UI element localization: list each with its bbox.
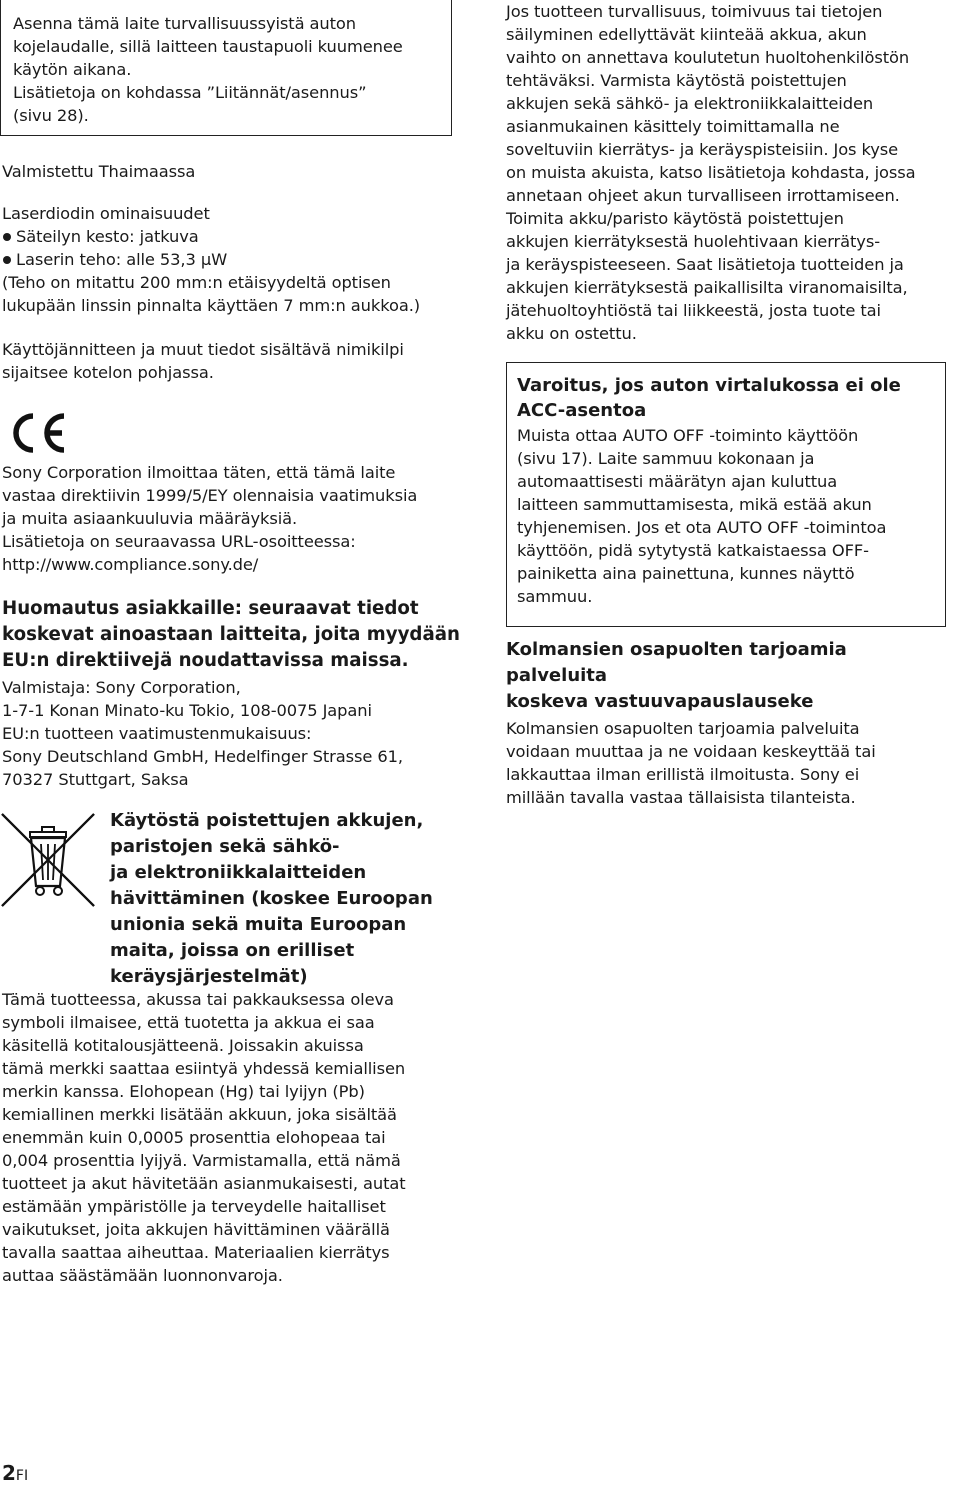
acc-warning-box bbox=[506, 362, 946, 627]
warning-body-line: painiketta aina painettuna, kunnes näyttö bbox=[517, 564, 855, 583]
battery-replacement-info bbox=[506, 0, 916, 345]
laser-specs bbox=[2, 202, 420, 317]
intro-line: akkujen kierrätyksestä paikallisilta viranomaisilta, bbox=[506, 278, 908, 297]
weee-body-line: Tämä tuotteessa, akussa tai pakkauksessa oleva bbox=[2, 990, 394, 1009]
laser-note-line: lukupään linssin pinnalta käyttäen 7 mm:n aukkoa.) bbox=[2, 296, 421, 315]
declaration-line: ja muita asiaankuuluvia määräyksiä. bbox=[2, 509, 298, 528]
intro-line: tehtäväksi. Varmista käytöstä poistettujen bbox=[506, 71, 847, 90]
intro-line: Toimita akku/paristo käytöstä poistettujen bbox=[506, 209, 844, 228]
page-number-digit: 2 bbox=[2, 1461, 16, 1485]
weee-body-line: auttaa säästämään luonnonvaroja. bbox=[2, 1266, 283, 1285]
weee-heading-line: ja elektroniikkalaitteiden bbox=[110, 862, 367, 883]
disclaimer-body-line: lakkauttaa ilman erillistä ilmoitusta. Sony ei bbox=[506, 765, 860, 784]
weee-body-line: tavalla saattaa aiheuttaa. Materiaalien kierrätys bbox=[2, 1243, 390, 1262]
warning-body-line: tyhjenemisen. Jos et ota AUTO OFF -toimintoa bbox=[517, 518, 887, 537]
declaration-line: Lisätietoja on seuraavassa URL-osoitteessa: bbox=[2, 532, 356, 551]
weee-body-line: estämään ympäristölle ja terveydelle haitalliset bbox=[2, 1197, 386, 1216]
sony-declaration bbox=[2, 461, 417, 576]
intro-line: Jos tuotteen turvallisuus, toimivuus tai tietojen bbox=[506, 2, 883, 21]
warning-body-line: automaattisesti määrätyn ajan kuluttua bbox=[517, 472, 838, 491]
intro-line: jätehuoltoyhtiöstä tai liikkeestä, josta tuote tai bbox=[506, 301, 881, 320]
disclaimer-body-line: millään tavalla vastaa tällaisista tilanteista. bbox=[506, 788, 856, 807]
intro-line: akku on ostettu. bbox=[506, 324, 637, 343]
laser-note-line: (Teho on mitattu 200 mm:n etäisyydeltä optisen bbox=[2, 273, 391, 292]
notice-body-line: Sony Deutschland GmbH, Hedelfinger Strasse 61, bbox=[2, 747, 403, 766]
page-language-suffix: FI bbox=[15, 1468, 29, 1484]
installation-note-line: kojelaudalle, sillä laitteen taustapuoli kuumenee bbox=[13, 37, 403, 56]
weee-heading-line: Käytöstä poistettujen akkujen, bbox=[110, 810, 424, 831]
bullet-icon bbox=[3, 256, 11, 264]
intro-line: asianmukainen käsittely toimittamalla ne bbox=[506, 117, 840, 136]
laser-heading: Laserdiodin ominaisuudet bbox=[2, 204, 210, 223]
voltage-info bbox=[2, 338, 404, 384]
laser-bullet bbox=[2, 225, 420, 248]
weee-body-line: kemiallinen merkki lisätään akkuun, joka sisältää bbox=[2, 1105, 397, 1124]
intro-line: on muista akuista, katso lisätietoja kohdasta, jossa bbox=[506, 163, 916, 182]
declaration-line: Sony Corporation ilmoittaa täten, että tämä laite bbox=[2, 463, 396, 482]
ce-mark-icon bbox=[6, 412, 70, 454]
laser-bullet-text: Laserin teho: alle 53,3 µW bbox=[16, 250, 228, 269]
voltage-line: sijaitsee kotelon pohjassa. bbox=[2, 363, 214, 382]
intro-line: ja keräyspisteeseen. Saat lisätietoja tuotteiden ja bbox=[506, 255, 904, 274]
notice-heading-line: Huomautus asiakkaille: seuraavat tiedot bbox=[2, 598, 419, 619]
installation-note-box bbox=[0, 0, 452, 136]
laser-bullet-text: Säteilyn kesto: jatkuva bbox=[16, 227, 199, 246]
made-in-text: Valmistettu Thaimaassa bbox=[2, 162, 196, 181]
weee-heading-line: maita, joissa on erilliset bbox=[110, 940, 355, 961]
page-number bbox=[2, 1462, 28, 1487]
warning-body-line: (sivu 17). Laite sammuu kokonaan ja bbox=[517, 449, 815, 468]
declaration-line: vastaa direktiivin 1999/5/EY olennaisia vaatimuksia bbox=[2, 486, 418, 505]
weee-body-line: tämä merkki saattaa esiintyä yhdessä kemiallisen bbox=[2, 1059, 406, 1078]
intro-line: annetaan ohjeet akun turvalliseen irrottamiseen. bbox=[506, 186, 900, 205]
weee-body-line: tuotteet ja akut hävitetään asianmukaisesti, autat bbox=[2, 1174, 406, 1193]
intro-line: akkujen sekä sähkö- ja elektroniikkalaitteiden bbox=[506, 94, 874, 113]
notice-body-line: EU:n tuotteen vaatimustenmukaisuus: bbox=[2, 724, 312, 743]
eu-customer-notice bbox=[2, 596, 462, 791]
compliance-url: http://www.compliance.sony.de/ bbox=[2, 555, 259, 574]
notice-body-line: 70327 Stuttgart, Saksa bbox=[2, 770, 189, 789]
intro-line: vaihto on annettava koulutetun huoltohenkilöstön bbox=[506, 48, 910, 67]
weee-heading-line: keräysjärjestelmät) bbox=[110, 966, 308, 987]
disclaimer-body-line: voidaan muuttaa ja ne voidaan keskeyttää tai bbox=[506, 742, 876, 761]
weee-body-line: käsitellä kotitalousjätteenä. Joissakin akuissa bbox=[2, 1036, 364, 1055]
disclaimer-body-line: Kolmansien osapuolten tarjoamia palveluita bbox=[506, 719, 860, 738]
warning-body-line: sammuu. bbox=[517, 587, 593, 606]
weee-body-line: 0,004 prosenttia lyijyä. Varmistamalla, että nämä bbox=[2, 1151, 401, 1170]
intro-line: akkujen kierrätyksestä huolehtivaan kierrätys- bbox=[506, 232, 880, 251]
installation-note-line: Lisätietoja on kohdassa ”Liitännät/asennus” bbox=[13, 83, 367, 102]
disclaimer-heading-line: koskeva vastuuvapauslauseke bbox=[506, 691, 814, 712]
weee-body-line: enemmän kuin 0,0005 prosenttia elohopeaa tai bbox=[2, 1128, 386, 1147]
installation-note-line: käytön aikana. bbox=[13, 60, 132, 79]
weee-body-line: vaikutukset, joita akkujen hävittäminen väärällä bbox=[2, 1220, 390, 1239]
warning-body-line: käyttöön, pidä sytytystä katkaistaessa OFF- bbox=[517, 541, 869, 560]
weee-body-line: merkin kanssa. Elohopean (Hg) tai lyijyn (Pb) bbox=[2, 1082, 365, 1101]
voltage-line: Käyttöjännitteen ja muut tiedot sisältävä nimikilpi bbox=[2, 340, 404, 359]
installation-note-line: Asenna tämä laite turvallisuussyistä auton bbox=[13, 14, 357, 33]
weee-body bbox=[2, 988, 462, 1287]
warning-body-line: Muista ottaa AUTO OFF -toiminto käyttöön bbox=[517, 426, 859, 445]
notice-body-line: 1-7-1 Konan Minato-ku Tokio, 108-0075 Japani bbox=[2, 701, 372, 720]
weee-body-line: symboli ilmaisee, että tuotetta ja akkua ei saa bbox=[2, 1013, 375, 1032]
third-party-disclaimer bbox=[506, 637, 946, 809]
crossed-out-wheelie-bin-icon bbox=[0, 812, 96, 908]
intro-line: säilyminen edellyttävät kiinteää akkua, akun bbox=[506, 25, 867, 44]
warning-heading-line: Varoitus, jos auton virtalukossa ei ole bbox=[517, 375, 901, 396]
notice-heading-line: EU:n direktiivejä noudattavissa maissa. bbox=[2, 650, 409, 671]
weee-heading-line: unionia sekä muita Euroopan bbox=[110, 914, 407, 935]
bullet-icon bbox=[3, 233, 11, 241]
laser-bullet bbox=[2, 248, 420, 271]
warning-body-line: laitteen sammuttamisesta, mikä estää akun bbox=[517, 495, 872, 514]
warning-heading-line: ACC-asentoa bbox=[517, 400, 647, 421]
disclaimer-heading-line: Kolmansien osapuolten tarjoamia palveluita bbox=[506, 639, 847, 686]
notice-heading-line: koskevat ainoastaan laitteita, joita myydään bbox=[2, 624, 460, 645]
weee-heading-line: paristojen sekä sähkö- bbox=[110, 836, 340, 857]
weee-heading-line: hävittäminen (koskee Euroopan bbox=[110, 888, 433, 909]
notice-body-line: Valmistaja: Sony Corporation, bbox=[2, 678, 241, 697]
intro-line: soveltuviin kierrätys- ja keräyspisteisiin. Jos kyse bbox=[506, 140, 899, 159]
installation-note-line: (sivu 28). bbox=[13, 106, 89, 125]
weee-heading bbox=[110, 808, 440, 990]
